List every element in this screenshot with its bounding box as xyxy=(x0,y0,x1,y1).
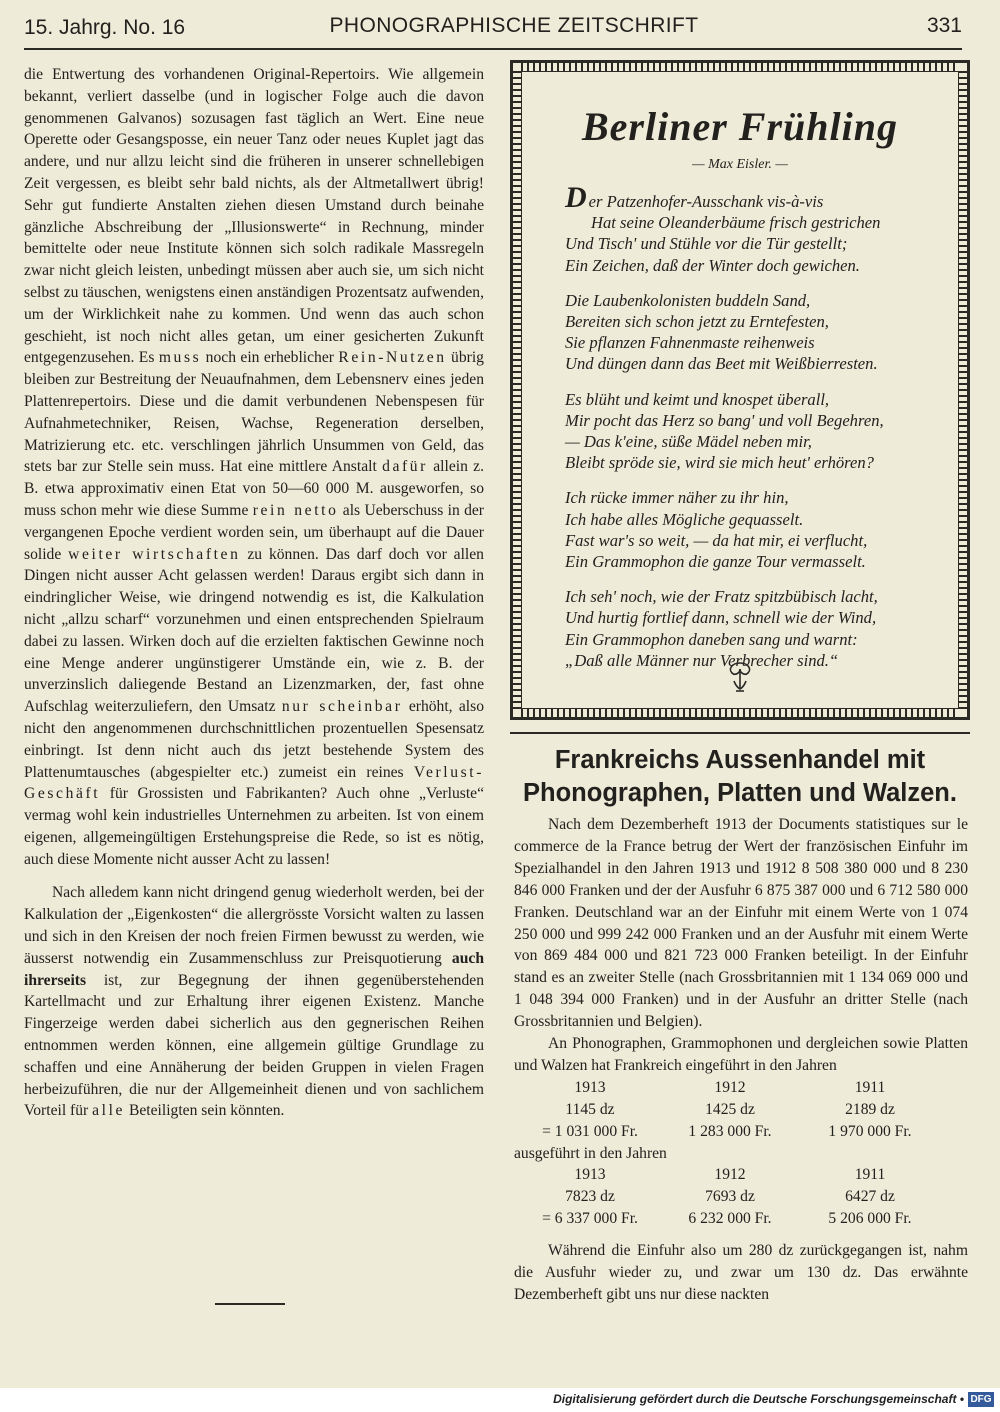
table-cell: 7693 dz xyxy=(705,1188,755,1206)
footer-strip xyxy=(0,1388,1000,1412)
text-run: ist, zur Begegnung der ihnen gegenüberstehenden Kartellmacht und zur Erhaltung ihrer eigenen Existenz. Manche Fingerzeige werden dabei sicherlich aus den gegnerischen Reihen entnommen werden können, eine allgemein gültige Grundlage zu schaffen und eine Annäherung der beiden Gruppen in vielen Fragen herbeizuführen, die nur der Allgemeinheit dienen und von sachlichem Vorteil für xyxy=(24,971,484,1120)
text-run: Beteiligten sein könnten. xyxy=(125,1102,285,1120)
quantity-row xyxy=(520,1186,940,1208)
poem-line: — Das k'eine, süße Mädel neben mir, xyxy=(565,432,812,452)
spaced-text: muss xyxy=(158,349,202,367)
text-run: noch ein erheblicher xyxy=(201,349,339,367)
poem-line: Die Laubenkolonisten buddeln Sand, xyxy=(565,290,811,310)
table-cell: 1911 xyxy=(854,1078,886,1096)
spaced-text: Verlust-Geschäft xyxy=(24,763,484,803)
page-number: 331 xyxy=(926,14,962,37)
article-paragraph: Nach dem Dezemberheft 1913 der Documents statistiques sur le commerce de la France betrug der Wert der französischen Einfuhr im Spezialhandel in den Jahren 1913 und 1912 8 508 380 000 und 8 230 846 000 Franken und der der Ausfuhr 6 875 387 000 und 6 712 580 000 Franken. Deutschland war an der Einfuhr mit einem Werte von 1 074 250 000 und 999 242 000 Franken und an der Ausfuhr mit einem Werte von 869 484 000 und 821 723 000 Franken beteiligt. In der Einfuhr stand es an zweiter Stelle (nach Grossbritannien mit 1 134 069 000 und 1 048 394 000 Franken) und in der Ausfuhr an dritter Stelle (nach Grossbritannien und Belgien). xyxy=(514,816,968,1031)
text-run: als Ueberschuss in der vergangenen Epoche verdient worden sein, um überhaupt auf die Dauer solide xyxy=(24,501,484,563)
text-run: übrig bleiben zur Bestreitung der Neuaufnahmen, dem Lebensnerv eines jeden Plattenrepertoirs. Diese und die damit verbundenen Nebenspesen für Aufnahmetechniker, Reisen, Wachse, Regeneration derselben, Matrizierung etc. etc. verschlingen jährlich Unsummen von Geld, das stets bar zur Stelle sein muss. Hat eine mittlere Anstalt xyxy=(24,349,484,476)
text-run: Nach alledem kann nicht dringend genug wiederholt werden, bei der Kalkulation der „Eigenkosten“ die allergrösste Vorsicht walten zu lassen und sich in den Kreisen der noch freien Firmen bewusst zu werden, wie äusserst notwendig ein Zusammenschluss zur Preisquotierung xyxy=(24,884,484,967)
article-paragraph: An Phonographen, Grammophonen und dergleichen sowie Platten und Walzen hat Frankreich eingeführt in den Jahren xyxy=(514,1035,968,1074)
spaced-text: Rein-Nutzen xyxy=(338,349,447,367)
issue-label: 15. Jahrg. No. 16 xyxy=(24,16,186,39)
poem-line: Hat seine Oleanderbäume frisch gestrichen xyxy=(591,213,881,233)
poem-line xyxy=(565,181,945,214)
table-cell: 7823 dz xyxy=(565,1188,615,1206)
spaced-text: weiter wirtschaften xyxy=(68,545,241,563)
spaced-text: rein netto xyxy=(252,501,339,519)
stanza xyxy=(565,290,945,375)
poem-line: Sie pflanzen Fahnenmaste reihenweis xyxy=(565,333,815,353)
table-cell: = 1 031 000 Fr. xyxy=(542,1122,638,1140)
spaced-text: alle xyxy=(92,1102,126,1120)
poem-line: Und hurtig fortlief dann, schnell wie der Wind, xyxy=(565,608,877,628)
quantity-row xyxy=(520,1099,940,1121)
stanza xyxy=(565,389,945,474)
stanza xyxy=(565,181,945,276)
poem-line: Ein Zeichen, daß der Winter doch gewichen. xyxy=(565,255,860,275)
table-cell: 6427 dz xyxy=(845,1188,895,1206)
year-row xyxy=(520,1164,940,1186)
poem-line: Mir pocht das Herz so bang' und voll Begehren, xyxy=(565,410,884,430)
poem-line: Ein Grammophon die ganze Tour vermasselt. xyxy=(565,552,866,572)
poem-title: Berliner Frühling xyxy=(581,104,898,149)
text-run: die Entwertung des vorhandenen Original-Repertoirs. Wie allgemein bekannt, verliert dasselbe (und in logischer Folge auch die davon genommenen Galvanos) sozusagen fast täglich an Wert. Eine neue Operette oder Gesangsposse, ein neuer Tanz oder neues Kuplet jagt das andere, und nur allzu leicht sind die früheren in unserer schnellebigen Zeit vergessen, es bleibt sehr bald nichts, als der Altmetallwert übrig! Sehr gut fundierte Anstalten ziehen diesen Umstand durch beinahe gänzliche Abschreibung der „Illusionswerte“ in Rechnung, minder bemittelte oder neue Institute können sich solch radikale Massregeln zwar nicht gleich leisten, unbedingt müssen aber auch sie, um sich nicht selbst zu täuschen, wenigstens einen anständigen Prozentsatz aufwenden, um der Wirklichkeit nahe zu kommen. Und wenn das auch schon geschieht, ist noch nicht alles getan, um einer gesicherten Zukunft entgegenzusehen. Es xyxy=(24,66,484,367)
article-paragraph: ausgeführt in den Jahren xyxy=(514,1144,667,1162)
journal-title: PHONOGRAPHISCHE ZEITSCHRIFT xyxy=(329,14,699,37)
column-end-rule xyxy=(215,1303,285,1305)
table-cell: = 6 337 000 Fr. xyxy=(542,1210,638,1228)
line-text: er Patzenhofer-Ausschank vis-à-vis xyxy=(588,192,824,211)
table-cell: 1912 xyxy=(714,1078,746,1096)
year-row xyxy=(520,1077,940,1099)
text-run: erhöht, also nicht den angenommenen durchschnittlichen prozentuellen Spesensatz einbringt. Ist denn nicht auch dıs jetzt bestehende System des Plattenumtausches (abgespielter etc.) zumeist ein reines xyxy=(24,698,485,781)
table-cell: 1913 xyxy=(574,1166,606,1184)
table-cell: 1 970 000 Fr. xyxy=(828,1122,912,1140)
left-paragraph-2 xyxy=(24,882,484,1122)
section-rule xyxy=(510,732,970,734)
table-cell: 1911 xyxy=(854,1166,886,1184)
header-rule xyxy=(24,48,962,50)
poem-body xyxy=(565,181,945,685)
table-cell: 1145 dz xyxy=(565,1100,615,1118)
article-body xyxy=(514,814,968,1306)
text-run: zu können. Das darf doch vor allen Dingen nicht ausser Acht gelassen werden! Daraus ergibt sich dann in eindringlicher Weise, wie dringend notwendig es ist, die Kalkulation nicht „allzu scharf“ vorzunehmen und einen entsprechenden Spielraum dabei zu lassen. Wirken doch auf die erzielten faktischen Gewinne noch eine Menge anderer ungünstigerer Umstände ein, wie z. B. der unverzinslich daliegende Bestand an Lizenzmarken, der, fast ohne Aufschlag weiterzuliefern, den Umsatz xyxy=(24,545,484,716)
border-hatch xyxy=(521,63,959,71)
poem-box xyxy=(510,60,970,720)
value-row xyxy=(520,1121,940,1143)
border-hatch xyxy=(521,709,959,717)
value-row xyxy=(520,1208,940,1230)
table-cell: 1913 xyxy=(574,1078,606,1096)
poem-line: Bleibt spröde sie, wird sie mich heut' erhören? xyxy=(565,453,874,473)
article-title: Frankreichs Aussenhandel mit Phonographen, Platten und Walzen. xyxy=(523,746,957,807)
poem-line: Fast war's so weit, — da hat mir, ei verflucht, xyxy=(565,530,868,550)
floral-ornament-icon xyxy=(513,659,967,700)
poem-line: Ich habe alles Mögliche gequasselt. xyxy=(565,509,804,529)
bold-text: auch ihrerseits xyxy=(24,949,484,989)
poem-line: Bereiten sich schon jetzt zu Erntefesten, xyxy=(565,312,829,332)
funding-note: Digitalisierung gefördert durch die Deutsche Forschungsgemeinschaft • xyxy=(553,1392,964,1406)
article-paragraph: Während die Einfuhr also um 280 dz zurückgegangen ist, nahm die Ausfuhr wieder zu, und zwar um 130 dz. Das erwähnte Dezemberheft gibt uns nur diese nackten xyxy=(514,1242,968,1303)
left-column xyxy=(24,64,484,1122)
poem-line: Ich seh' noch, wie der Fratz spitzbübisch lacht, xyxy=(565,587,878,607)
table-cell: 1 283 000 Fr. xyxy=(688,1122,772,1140)
table-cell: 1912 xyxy=(714,1166,746,1184)
spaced-text: nur scheinbar xyxy=(281,698,403,716)
text-run: allein z. B. etwa approximativ einen Etat von 50—60 000 M. ausgeworfen, so muss schon mehr wie diese Summe xyxy=(24,458,484,519)
left-paragraph-1 xyxy=(24,64,484,870)
dfg-logo: DFG xyxy=(968,1392,994,1407)
text-run: für Grossisten und Fabrikanten? Auch ohne „Verluste“ vermag wohl kein industrielles Unternehmen zu arbeiten. Ist von einem eigenen, allgemeingültigen Erstehungspreise die Rede, so ist es nötig, auch diese Momente nicht ausser Acht zu lassen! xyxy=(24,785,484,868)
poem-line: Ein Grammophon daneben sang und warnt: xyxy=(565,629,858,649)
spaced-text: dafür xyxy=(382,458,428,476)
poem-line: „Daß alle Männer nur Verbrecher sind.“ xyxy=(565,650,839,670)
table-cell: 5 206 000 Fr. xyxy=(828,1210,912,1228)
table-cell: 6 232 000 Fr. xyxy=(688,1210,772,1228)
drop-cap: D xyxy=(565,181,587,214)
poem-line: Und Tisch' und Stühle vor die Tür gestellt; xyxy=(565,234,848,254)
page-header xyxy=(24,10,962,50)
import-table xyxy=(520,1077,940,1143)
stanza xyxy=(565,487,945,572)
poem-author: — Max Eisler. — xyxy=(692,157,788,172)
poem-line: Ich rücke immer näher zu ihr hin, xyxy=(565,488,789,508)
poem-line: Und düngen dann das Beet mit Weißbierresten. xyxy=(565,354,878,374)
table-cell: 2189 dz xyxy=(845,1100,895,1118)
poem-line: Es blüht und keimt und knospet überall, xyxy=(565,389,830,409)
export-table xyxy=(520,1164,940,1230)
table-cell: 1425 dz xyxy=(705,1100,755,1118)
